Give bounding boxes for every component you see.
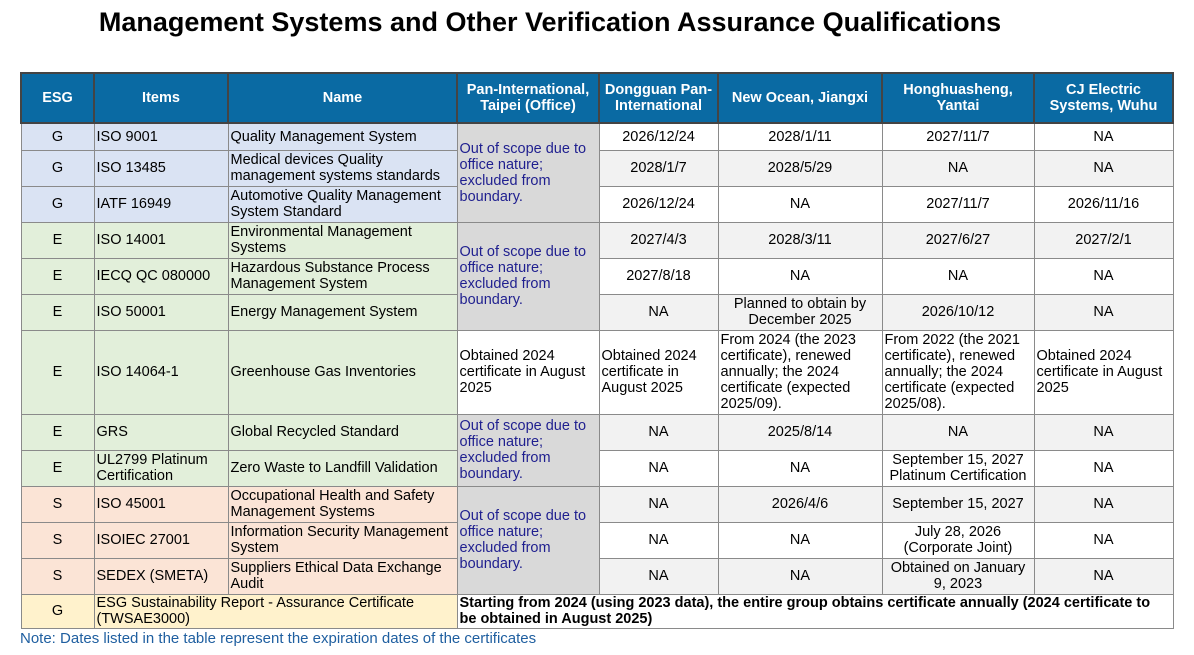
footnote: Note: Dates listed in the table represent the expiration dates of the certificates bbox=[20, 630, 537, 647]
name-cell: Energy Management System bbox=[228, 294, 457, 330]
dongguan-cell: 2026/12/24 bbox=[599, 123, 718, 150]
cj-electric-cell: NA bbox=[1034, 486, 1173, 522]
name-cell: Zero Waste to Landfill Validation bbox=[228, 450, 457, 486]
honghuasheng-cell: Obtained on January 9, 2023 bbox=[882, 558, 1034, 594]
esg-cell: G bbox=[21, 123, 94, 150]
item-cell: ISO 14001 bbox=[94, 222, 228, 258]
esg-cell: G bbox=[21, 150, 94, 186]
scope-cell bbox=[457, 123, 599, 222]
name-cell: Automotive Quality Management System Standard bbox=[228, 186, 457, 222]
new-ocean-cell: Planned to obtain by December 2025 bbox=[718, 294, 882, 330]
esg-cell: S bbox=[21, 558, 94, 594]
dongguan-cell: NA bbox=[599, 450, 718, 486]
item-cell: UL2799 Platinum Certification bbox=[94, 450, 228, 486]
header-new-ocean: New Ocean, Jiangxi bbox=[718, 73, 882, 123]
table-row bbox=[21, 414, 1173, 450]
dongguan-cell: NA bbox=[599, 294, 718, 330]
new-ocean-cell: 2028/1/11 bbox=[718, 123, 882, 150]
new-ocean-cell: 2025/8/14 bbox=[718, 414, 882, 450]
name-cell: Suppliers Ethical Data Exchange Audit bbox=[228, 558, 457, 594]
item-cell: ISO 9001 bbox=[94, 123, 228, 150]
dongguan-cell: NA bbox=[599, 522, 718, 558]
honghuasheng-cell: 2027/6/27 bbox=[882, 222, 1034, 258]
header-honghuasheng: Honghuasheng, Yantai bbox=[882, 73, 1034, 123]
scope-cell bbox=[457, 222, 599, 330]
scope-text: Out of scope due to office nature; excluded from boundary. bbox=[459, 140, 587, 205]
scope-cell bbox=[457, 414, 599, 486]
table-row bbox=[21, 594, 1173, 628]
name-cell: Environmental Management Systems bbox=[228, 222, 457, 258]
item-cell: IECQ QC 080000 bbox=[94, 258, 228, 294]
esg-cell: E bbox=[21, 414, 94, 450]
assurance-cell: Starting from 2024 (using 2023 data), the entire group obtains certificate annually (2024 certificate to be obtained in August 2025) bbox=[457, 594, 1173, 628]
table-row bbox=[21, 330, 1173, 414]
honghuasheng-cell: NA bbox=[882, 258, 1034, 294]
honghuasheng-cell: From 2022 (the 2021 certificate), renewed annually; the 2024 certificate (expected 2025/08). bbox=[882, 330, 1034, 414]
new-ocean-cell: NA bbox=[718, 450, 882, 486]
esg-cell: S bbox=[21, 522, 94, 558]
cj-electric-cell: NA bbox=[1034, 414, 1173, 450]
header-name: Name bbox=[228, 73, 457, 123]
honghuasheng-cell: July 28, 2026 (Corporate Joint) bbox=[882, 522, 1034, 558]
name-cell: Occupational Health and Safety Management Systems bbox=[228, 486, 457, 522]
item-cell: IATF 16949 bbox=[94, 186, 228, 222]
honghuasheng-cell: NA bbox=[882, 414, 1034, 450]
esg-cell: G bbox=[21, 594, 94, 628]
table-row bbox=[21, 123, 1173, 150]
cj-electric-cell: NA bbox=[1034, 294, 1173, 330]
item-cell: ISO 50001 bbox=[94, 294, 228, 330]
table-row bbox=[21, 222, 1173, 258]
esg-cell: E bbox=[21, 222, 94, 258]
esg-cell: E bbox=[21, 258, 94, 294]
esg-cell: G bbox=[21, 186, 94, 222]
scope-text: Out of scope due to office nature; excluded from boundary. bbox=[459, 508, 587, 572]
cj-electric-cell: Obtained 2024 certificate in August 2025 bbox=[1034, 330, 1173, 414]
new-ocean-cell: NA bbox=[718, 522, 882, 558]
dongguan-cell: NA bbox=[599, 486, 718, 522]
table-row bbox=[21, 486, 1173, 522]
esg-cell: E bbox=[21, 450, 94, 486]
honghuasheng-cell: 2027/11/7 bbox=[882, 123, 1034, 150]
scope-text: Out of scope due to office nature; excluded from boundary. bbox=[459, 244, 587, 308]
name-cell: Medical devices Quality management systems standards bbox=[228, 150, 457, 186]
item-cell: ISO 13485 bbox=[94, 150, 228, 186]
name-cell: Hazardous Substance Process Management System bbox=[228, 258, 457, 294]
cj-electric-cell: NA bbox=[1034, 150, 1173, 186]
dongguan-cell: 2027/8/18 bbox=[599, 258, 718, 294]
taipei-cell: Obtained 2024 certificate in August 2025 bbox=[457, 330, 599, 414]
cj-electric-cell: NA bbox=[1034, 123, 1173, 150]
new-ocean-cell: 2028/3/11 bbox=[718, 222, 882, 258]
dongguan-cell: 2027/4/3 bbox=[599, 222, 718, 258]
cj-electric-cell: NA bbox=[1034, 522, 1173, 558]
new-ocean-cell: 2028/5/29 bbox=[718, 150, 882, 186]
new-ocean-cell: NA bbox=[718, 186, 882, 222]
item-cell: ISO 14064-1 bbox=[94, 330, 228, 414]
new-ocean-cell: NA bbox=[718, 258, 882, 294]
scope-cell bbox=[457, 486, 599, 594]
cj-electric-cell: NA bbox=[1034, 258, 1173, 294]
page-title: Management Systems and Other Verification Assurance Qualifications bbox=[98, 7, 1002, 37]
dongguan-cell: 2026/12/24 bbox=[599, 186, 718, 222]
name-cell: Global Recycled Standard bbox=[228, 414, 457, 450]
new-ocean-cell: NA bbox=[718, 558, 882, 594]
header-cj-electric: CJ Electric Systems, Wuhu bbox=[1034, 73, 1173, 123]
item-cell: GRS bbox=[94, 414, 228, 450]
header-taipei: Pan-International, Taipei (Office) bbox=[457, 73, 599, 123]
esg-cell: E bbox=[21, 330, 94, 414]
new-ocean-cell: From 2024 (the 2023 certificate), renewed annually; the 2024 certificate (expected 2025/09). bbox=[718, 330, 882, 414]
cj-electric-cell: NA bbox=[1034, 558, 1173, 594]
honghuasheng-cell: NA bbox=[882, 150, 1034, 186]
esg-cell: E bbox=[21, 294, 94, 330]
header-items: Items bbox=[94, 73, 228, 123]
honghuasheng-cell: September 15, 2027 Platinum Certification bbox=[882, 450, 1034, 486]
item-cell: ISO 45001 bbox=[94, 486, 228, 522]
name-cell: Greenhouse Gas Inventories bbox=[228, 330, 457, 414]
honghuasheng-cell: September 15, 2027 bbox=[882, 486, 1034, 522]
dongguan-cell: NA bbox=[599, 558, 718, 594]
header-dongguan: Dongguan Pan-International bbox=[599, 73, 718, 123]
esg-cell: S bbox=[21, 486, 94, 522]
dongguan-cell: Obtained 2024 certificate in August 2025 bbox=[599, 330, 718, 414]
header-esg: ESG bbox=[21, 73, 94, 123]
dongguan-cell: 2028/1/7 bbox=[599, 150, 718, 186]
name-cell: Quality Management System bbox=[228, 123, 457, 150]
cj-electric-cell: 2027/2/1 bbox=[1034, 222, 1173, 258]
name-cell: Information Security Management System bbox=[228, 522, 457, 558]
item-cell: ESG Sustainability Report - Assurance Certificate (TWSAE3000) bbox=[94, 594, 457, 628]
dongguan-cell: NA bbox=[599, 414, 718, 450]
qualifications-table bbox=[20, 72, 1174, 629]
scope-text: Out of scope due to office nature; excluded from boundary. bbox=[459, 418, 587, 482]
cj-electric-cell: NA bbox=[1034, 450, 1173, 486]
honghuasheng-cell: 2026/10/12 bbox=[882, 294, 1034, 330]
header-row bbox=[21, 73, 1173, 123]
cj-electric-cell: 2026/11/16 bbox=[1034, 186, 1173, 222]
new-ocean-cell: 2026/4/6 bbox=[718, 486, 882, 522]
honghuasheng-cell: 2027/11/7 bbox=[882, 186, 1034, 222]
item-cell: SEDEX (SMETA) bbox=[94, 558, 228, 594]
item-cell: ISOIEC 27001 bbox=[94, 522, 228, 558]
